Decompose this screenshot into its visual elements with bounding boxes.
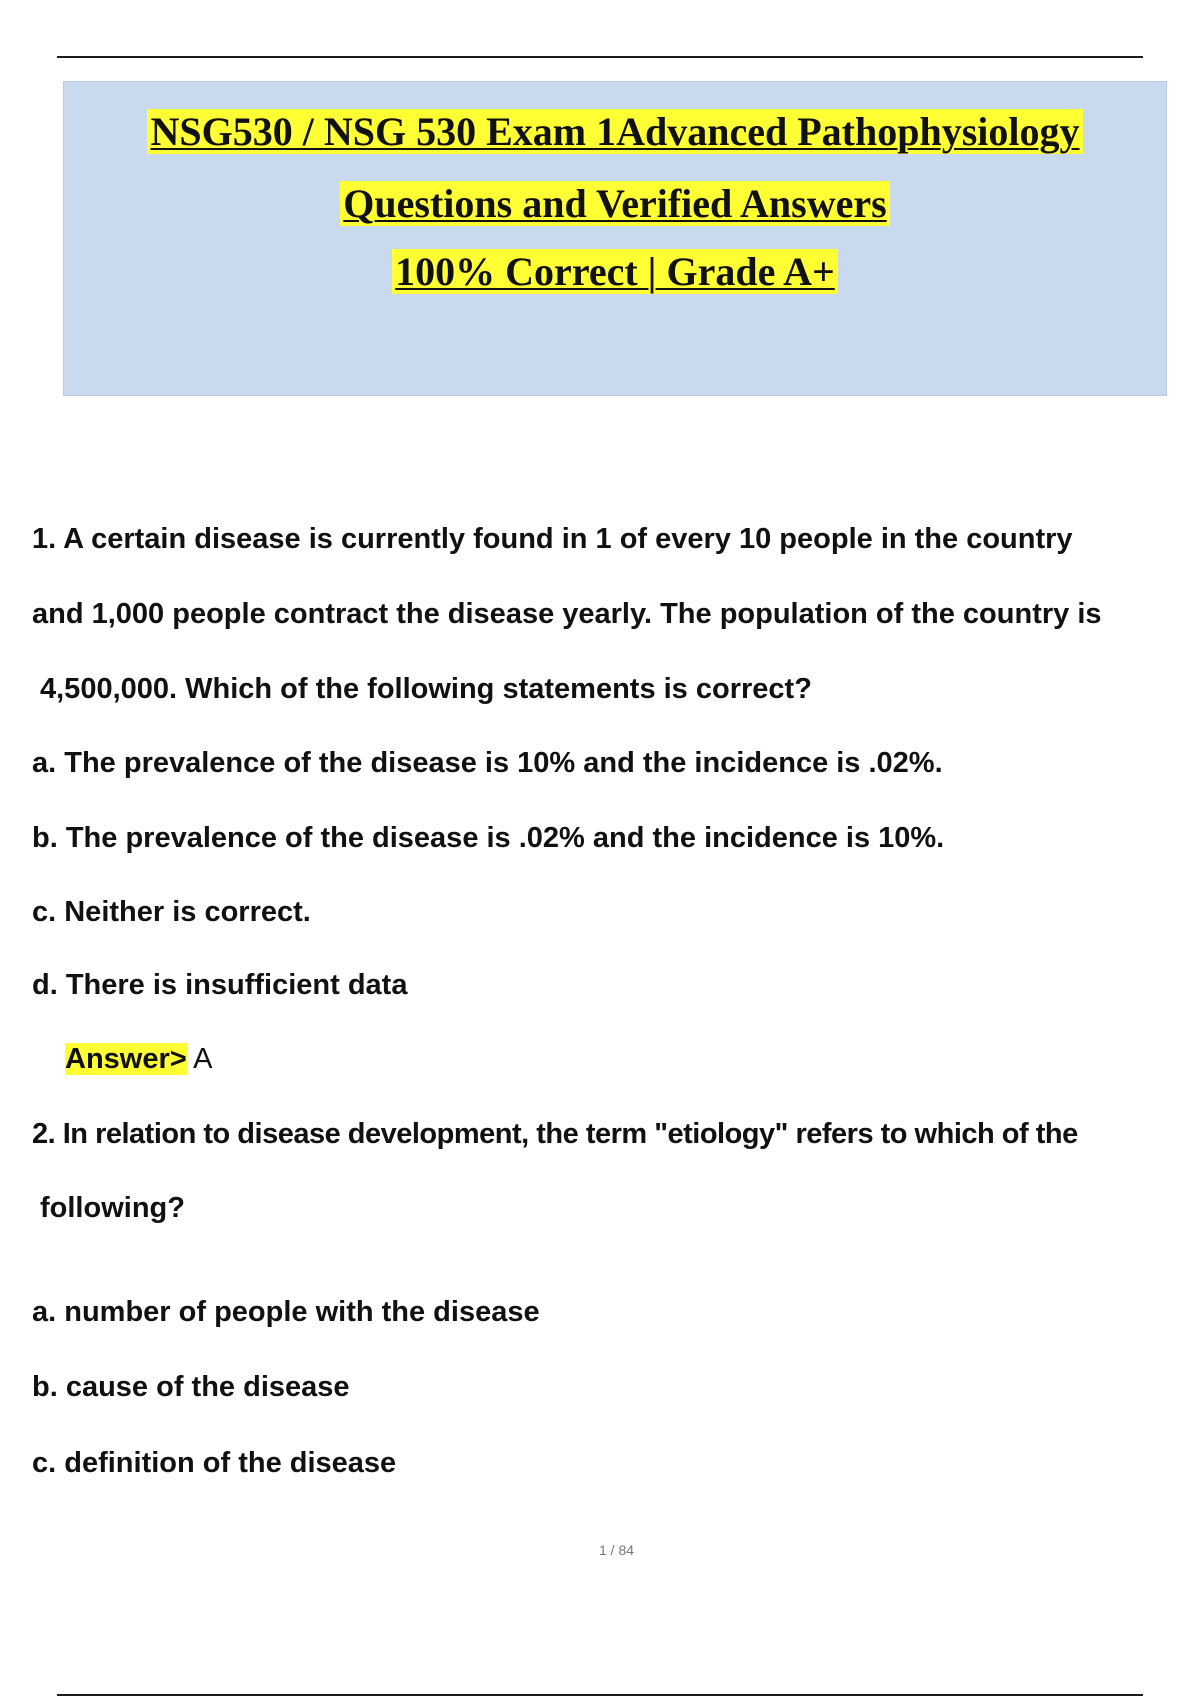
- answer-value: A: [186, 1043, 213, 1075]
- question-2-option-c: c. definition of the disease: [32, 1447, 397, 1479]
- page-indicator: 1 / 84: [598, 1542, 635, 1558]
- question-2-stem-line-2: following?: [40, 1192, 185, 1224]
- question-1-stem-line-2: and 1,000 people contract the disease yearly. The population of the country is: [32, 598, 1102, 630]
- bottom-rule: [57, 1694, 1143, 1696]
- question-1-option-b: b. The prevalence of the disease is .02% and the incidence is 10%.: [32, 822, 945, 854]
- question-2-stem-line-1: 2. In relation to disease development, the term "etiology" refers to which of the: [32, 1118, 1078, 1150]
- question-2-option-a: a. number of people with the disease: [32, 1296, 540, 1328]
- question-1-option-c: c. Neither is correct.: [32, 896, 311, 928]
- title-line-2: Questions and Verified Answers: [64, 182, 1166, 226]
- question-1-option-d: d. There is insufficient data: [32, 969, 408, 1001]
- title-line-1: NSG530 / NSG 530 Exam 1Advanced Pathophysiology: [64, 110, 1166, 154]
- question-1-option-a: a. The prevalence of the disease is 10% and the incidence is .02%.: [32, 747, 943, 779]
- answer-label: Answer>: [65, 1043, 187, 1075]
- top-rule: [57, 56, 1143, 58]
- question-2-option-b: b. cause of the disease: [32, 1371, 350, 1403]
- question-1-stem-line-3: 4,500,000. Which of the following statements is correct?: [40, 673, 812, 705]
- question-1-stem-line-1: 1. A certain disease is currently found in 1 of every 10 people in the country: [32, 523, 1073, 555]
- title-line-3: 100% Correct | Grade A+: [64, 250, 1166, 294]
- question-1-answer: [65, 1042, 213, 1077]
- title-banner: [63, 81, 1167, 396]
